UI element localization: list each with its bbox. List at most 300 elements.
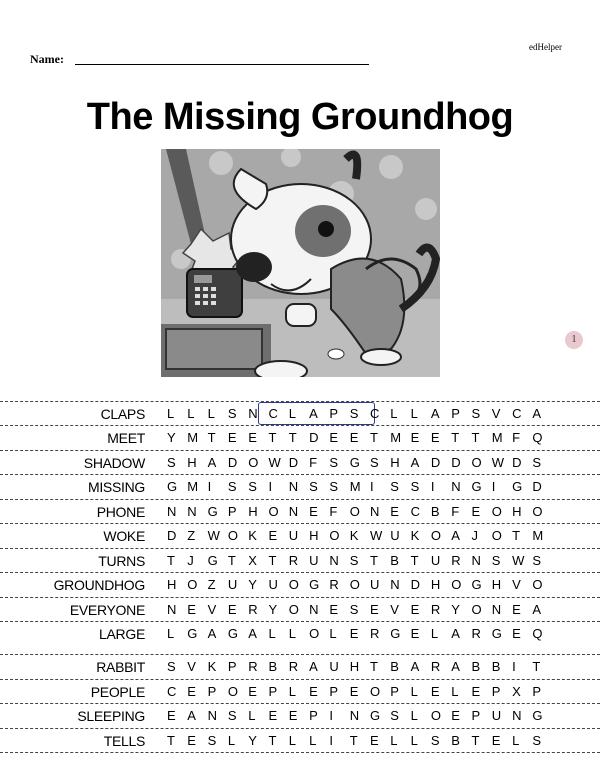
grid-letter[interactable]: T [167, 733, 175, 748]
grid-letter[interactable]: L [309, 733, 317, 748]
grid-letter[interactable]: L [390, 406, 398, 421]
grid-letter[interactable]: S [248, 479, 257, 494]
grid-letter[interactable]: A [187, 708, 196, 723]
grid-letter[interactable]: E [410, 626, 420, 641]
grid-letter[interactable]: W [491, 455, 505, 470]
puzzle-row [0, 703, 600, 728]
grid-letter[interactable]: W [268, 455, 281, 470]
grid-letter[interactable]: N [207, 708, 217, 723]
grid-letter[interactable]: T [268, 733, 277, 748]
grid-letter[interactable]: O [451, 577, 462, 592]
name-label: Name: [30, 52, 64, 66]
brand-label: edHelper [529, 42, 562, 52]
grid-letter[interactable]: N [471, 553, 481, 568]
grid-letter[interactable]: K [410, 528, 420, 543]
grid-letter[interactable]: S [430, 733, 440, 748]
grid-letter[interactable]: A [410, 455, 420, 470]
grid-letter[interactable]: N [512, 708, 522, 723]
grid-letter[interactable]: N [187, 504, 197, 519]
grid-letter[interactable]: L [167, 406, 175, 421]
grid-letter[interactable]: E [167, 708, 176, 723]
grid-letter[interactable]: C [268, 406, 278, 421]
grid-letter[interactable]: A [248, 626, 257, 641]
puzzle-word: RABBIT [96, 659, 145, 675]
grid-letter[interactable]: T [370, 659, 378, 674]
grid-letter[interactable]: L [512, 733, 520, 748]
grid-letter[interactable]: H [349, 659, 360, 674]
grid-letter[interactable]: G [349, 455, 360, 470]
puzzle-bottom-rule [0, 752, 600, 753]
grid-letter[interactable]: T [471, 430, 480, 445]
puzzle-word: SLEEPING [77, 708, 145, 724]
grid-letter[interactable]: S [491, 553, 501, 568]
grid-letter[interactable]: A [430, 406, 440, 421]
grid-letter[interactable]: Y [248, 733, 257, 748]
grid-letter[interactable]: N [491, 602, 502, 617]
grid-letter[interactable]: K [248, 528, 257, 543]
puzzle-word: MISSING [87, 479, 145, 495]
name-line[interactable] [75, 64, 369, 65]
grid-letter[interactable]: F [512, 430, 521, 445]
puzzle-row [0, 548, 600, 573]
grid-letter[interactable]: E [268, 528, 278, 543]
grid-letter[interactable]: B [451, 733, 460, 748]
grid-letter[interactable]: B [268, 659, 278, 674]
grid-letter[interactable]: T [370, 553, 378, 568]
grid-letter[interactable]: R [430, 659, 441, 674]
grid-letter[interactable]: N [349, 708, 360, 723]
grid-letter[interactable]: E [512, 602, 521, 617]
grid-letter[interactable]: E [309, 504, 318, 519]
grid-letter[interactable]: O [471, 455, 482, 470]
puzzle-row [0, 401, 600, 426]
grid-letter[interactable]: A [207, 455, 217, 470]
grid-letter[interactable]: E [309, 684, 318, 699]
grid-letter[interactable]: B [491, 659, 501, 674]
grid-letter[interactable]: R [248, 602, 258, 617]
grid-letter[interactable]: N [167, 504, 177, 519]
grid-letter[interactable]: P [329, 684, 339, 699]
grid-letter[interactable]: H [309, 528, 319, 543]
puzzle-word: CLAPS [100, 406, 145, 422]
grid-letter[interactable]: E [227, 430, 237, 445]
dog-phone-illustration-icon [161, 149, 440, 377]
grid-letter[interactable]: H [491, 577, 502, 592]
grid-letter[interactable]: R [248, 659, 258, 674]
puzzle-row [0, 597, 600, 622]
grid-letter[interactable]: N [390, 577, 400, 592]
grid-letter[interactable]: S [370, 455, 379, 470]
puzzle-word: LARGE [99, 626, 145, 642]
puzzle-word: PHONE [96, 504, 145, 520]
grid-letter[interactable]: I [430, 479, 435, 494]
grid-letter[interactable]: S [390, 708, 399, 723]
grid-letter[interactable]: A [451, 659, 460, 674]
grid-letter[interactable]: R [471, 626, 481, 641]
grid-letter[interactable]: C [512, 406, 522, 421]
grid-letter[interactable]: L [410, 708, 418, 723]
grid-letter[interactable]: G [491, 626, 502, 641]
grid-letter[interactable]: E [329, 602, 339, 617]
grid-letter[interactable]: T [471, 733, 480, 748]
grid-letter[interactable]: S [227, 406, 237, 421]
grid-letter[interactable]: L [410, 406, 418, 421]
grid-letter[interactable]: U [430, 553, 441, 568]
puzzle-row [0, 523, 600, 548]
grid-letter[interactable]: H [187, 455, 197, 470]
grid-letter[interactable]: O [471, 602, 482, 617]
grid-letter[interactable]: T [370, 430, 378, 445]
grid-letter[interactable]: G [390, 626, 401, 641]
grid-letter[interactable]: S [532, 553, 542, 568]
grid-letter[interactable]: S [227, 479, 237, 494]
grid-letter[interactable]: L [288, 626, 297, 641]
grid-letter[interactable]: E [288, 708, 298, 723]
puzzle-row [0, 728, 600, 753]
grid-letter[interactable]: Z [187, 528, 196, 543]
grid-letter[interactable]: F [309, 455, 318, 470]
grid-letter[interactable]: P [268, 684, 278, 699]
grid-letter[interactable]: O [370, 684, 381, 699]
grid-letter[interactable]: R [430, 602, 441, 617]
grid-letter[interactable]: O [532, 577, 543, 592]
grid-letter[interactable]: F [329, 504, 338, 519]
grid-letter[interactable]: P [491, 684, 501, 699]
grid-letter[interactable]: G [207, 504, 218, 519]
grid-letter[interactable]: S [532, 733, 542, 748]
grid-letter[interactable]: E [471, 684, 481, 699]
grid-letter[interactable]: E [430, 430, 440, 445]
grid-letter[interactable]: S [410, 479, 420, 494]
grid-letter[interactable]: I [512, 659, 516, 674]
grid-letter[interactable]: O [227, 528, 239, 543]
grid-letter[interactable]: G [512, 479, 523, 494]
grid-letter[interactable]: B [471, 659, 481, 674]
grid-letter[interactable]: B [390, 659, 399, 674]
puzzle-row [0, 621, 600, 646]
grid-letter[interactable]: E [471, 504, 481, 519]
grid-letter[interactable]: L [167, 626, 175, 641]
grid-letter[interactable]: V [491, 406, 501, 421]
grid-letter[interactable]: G [532, 708, 543, 723]
grid-letter[interactable]: O [268, 504, 279, 519]
puzzle-word: EVERYONE [69, 602, 145, 618]
puzzle-word: TELLS [103, 733, 145, 749]
grid-letter[interactable]: T [451, 430, 460, 445]
grid-letter[interactable]: I [491, 479, 496, 494]
grid-letter[interactable]: Z [207, 577, 216, 592]
grid-letter[interactable]: U [491, 708, 502, 723]
grid-letter[interactable]: E [349, 684, 359, 699]
page-number-badge: 1 [565, 331, 583, 349]
grid-letter[interactable]: D [532, 479, 542, 494]
grid-letter[interactable]: A [532, 602, 542, 617]
grid-letter[interactable]: S [329, 455, 339, 470]
grid-letter[interactable]: A [451, 528, 460, 543]
grid-letter[interactable]: E [227, 602, 237, 617]
grid-letter[interactable]: P [471, 708, 481, 723]
grid-letter[interactable]: L [227, 733, 236, 748]
grid-letter[interactable]: U [390, 528, 400, 543]
grid-letter[interactable]: G [227, 626, 239, 641]
grid-letter[interactable]: B [390, 553, 399, 568]
grid-letter[interactable]: O [288, 602, 299, 617]
grid-letter[interactable]: J [187, 553, 194, 568]
grid-letter[interactable]: A [410, 659, 420, 674]
grid-letter[interactable]: X [248, 553, 257, 568]
grid-letter[interactable]: T [268, 430, 277, 445]
grid-letter[interactable]: D [167, 528, 177, 543]
grid-letter[interactable]: T [532, 659, 541, 674]
page-title: The Missing Groundhog [86, 96, 514, 138]
grid-letter[interactable]: U [227, 577, 238, 592]
grid-letter[interactable]: T [268, 553, 277, 568]
grid-letter[interactable]: O [491, 528, 502, 543]
grid-letter[interactable]: Y [268, 602, 278, 617]
grid-letter[interactable]: T [167, 553, 175, 568]
grid-letter[interactable]: S [390, 479, 399, 494]
grid-letter[interactable]: X [512, 684, 521, 699]
grid-letter[interactable]: L [390, 733, 398, 748]
grid-letter[interactable]: A [309, 659, 318, 674]
grid-letter[interactable]: E [370, 733, 379, 748]
grid-letter[interactable]: L [410, 733, 418, 748]
grid-letter[interactable]: M [349, 479, 361, 494]
puzzle-word: SHADOW [83, 455, 145, 471]
grid-letter[interactable]: S [309, 479, 318, 494]
grid-letter[interactable]: E [248, 684, 257, 699]
grid-letter[interactable]: D [451, 455, 461, 470]
grid-letter[interactable]: P [532, 684, 542, 699]
grid-letter[interactable]: I [329, 733, 334, 748]
grid-letter[interactable]: L [187, 406, 195, 421]
grid-letter[interactable]: T [512, 528, 521, 543]
grid-letter[interactable]: V [207, 602, 217, 617]
grid-letter[interactable]: Y [167, 430, 176, 445]
puzzle-word: PEOPLE [90, 684, 145, 700]
grid-letter[interactable]: O [309, 626, 320, 641]
grid-letter[interactable]: R [288, 553, 299, 568]
grid-letter[interactable]: O [430, 708, 442, 723]
puzzle-row [0, 572, 600, 597]
grid-letter[interactable]: S [207, 733, 217, 748]
grid-letter[interactable]: Q [532, 626, 543, 641]
grid-letter[interactable]: V [187, 659, 196, 674]
grid-letter[interactable]: G [167, 479, 178, 494]
grid-letter[interactable]: C [370, 406, 380, 421]
grid-letter[interactable]: D [227, 455, 238, 470]
grid-letter[interactable]: J [471, 528, 478, 543]
puzzle-row [0, 654, 600, 679]
grid-letter[interactable]: E [349, 626, 359, 641]
grid-letter[interactable]: S [532, 455, 542, 470]
grid-letter[interactable]: N [248, 406, 258, 421]
grid-letter[interactable]: O [349, 504, 360, 519]
puzzle-row [0, 499, 600, 524]
grid-letter[interactable]: G [187, 626, 198, 641]
grid-letter[interactable]: E [187, 602, 196, 617]
grid-letter[interactable]: G [309, 577, 320, 592]
grid-letter[interactable]: D [512, 455, 522, 470]
grid-letter[interactable]: M [491, 430, 503, 445]
grid-letter[interactable]: T [227, 553, 236, 568]
grid-letter[interactable]: S [349, 406, 359, 421]
grid-letter[interactable]: O [227, 684, 239, 699]
grid-letter[interactable]: L [410, 684, 418, 699]
grid-letter[interactable]: U [268, 577, 278, 592]
grid-letter[interactable]: E [410, 430, 420, 445]
puzzle-row [0, 425, 600, 450]
grid-letter[interactable]: L [451, 684, 459, 699]
grid-letter[interactable]: E [410, 602, 420, 617]
grid-letter[interactable]: H [512, 504, 522, 519]
grid-letter[interactable]: N [329, 553, 339, 568]
grid-letter[interactable]: E [390, 504, 399, 519]
grid-letter[interactable]: E [329, 430, 339, 445]
grid-letter[interactable]: M [187, 479, 199, 494]
grid-letter[interactable]: R [288, 659, 299, 674]
grid-letter[interactable]: P [309, 708, 318, 723]
grid-letter[interactable]: L [430, 626, 439, 641]
grid-letter[interactable]: N [288, 504, 299, 519]
puzzle-row [0, 474, 600, 499]
grid-letter[interactable]: W [370, 528, 383, 543]
grid-letter[interactable]: G [207, 553, 218, 568]
grid-letter[interactable]: E [187, 684, 196, 699]
grid-letter[interactable]: H [430, 577, 441, 592]
grid-letter[interactable]: D [430, 455, 441, 470]
grid-letter[interactable]: T [349, 733, 358, 748]
grid-letter[interactable]: R [451, 553, 461, 568]
puzzle-row [0, 679, 600, 704]
grid-letter[interactable]: V [390, 602, 399, 617]
grid-letter[interactable]: G [471, 577, 482, 592]
grid-letter[interactable]: A [451, 626, 460, 641]
grid-letter[interactable]: W [207, 528, 220, 543]
puzzle-word: TURNS [98, 553, 145, 569]
grid-letter[interactable]: N [370, 504, 380, 519]
puzzle-word: GROUNDHOG [53, 577, 145, 593]
grid-letter[interactable]: P [227, 659, 237, 674]
grid-letter[interactable]: Y [451, 602, 460, 617]
grid-letter[interactable]: S [349, 553, 359, 568]
grid-letter[interactable]: U [329, 659, 339, 674]
grid-letter[interactable]: U [309, 553, 319, 568]
grid-letter[interactable]: E [430, 684, 440, 699]
grid-letter[interactable]: E [512, 626, 521, 641]
grid-letter[interactable]: E [491, 733, 501, 748]
grid-letter[interactable]: A [207, 626, 217, 641]
grid-letter[interactable]: G [471, 479, 482, 494]
grid-letter[interactable]: L [288, 684, 297, 699]
grid-letter[interactable]: L [268, 626, 276, 641]
grid-letter[interactable]: E [248, 430, 257, 445]
grid-letter[interactable]: E [451, 708, 460, 723]
grid-letter[interactable]: P [207, 684, 217, 699]
grid-letter[interactable]: S [227, 708, 237, 723]
grid-letter[interactable]: L [288, 733, 297, 748]
grid-letter[interactable]: S [329, 479, 339, 494]
grid-letter[interactable]: S [471, 406, 481, 421]
grid-letter[interactable]: L [248, 708, 256, 723]
grid-letter[interactable]: C [167, 684, 177, 699]
grid-letter[interactable]: P [329, 406, 339, 421]
grid-letter[interactable]: O [248, 455, 259, 470]
grid-letter[interactable]: H [248, 504, 258, 519]
grid-letter[interactable]: L [329, 626, 337, 641]
grid-letter[interactable]: M [390, 430, 402, 445]
grid-letter[interactable]: D [410, 577, 420, 592]
grid-letter[interactable]: S [167, 455, 176, 470]
grid-letter[interactable]: N [309, 602, 319, 617]
grid-letter[interactable]: H [390, 455, 400, 470]
grid-letter[interactable]: O [329, 528, 340, 543]
grid-letter[interactable]: M [187, 430, 199, 445]
grid-letter[interactable]: E [370, 602, 379, 617]
grid-letter[interactable]: N [288, 479, 299, 494]
grid-letter[interactable]: R [329, 577, 339, 592]
grid-letter[interactable]: O [349, 577, 360, 592]
grid-letter[interactable]: D [309, 430, 319, 445]
grid-letter[interactable]: F [451, 504, 460, 519]
grid-letter[interactable]: R [370, 626, 380, 641]
grid-letter[interactable]: B [430, 504, 440, 519]
puzzle-row [0, 450, 600, 475]
grid-letter[interactable]: T [288, 430, 297, 445]
grid-letter[interactable]: L [207, 406, 215, 421]
grid-letter[interactable]: M [532, 528, 544, 543]
grid-letter[interactable]: O [288, 577, 299, 592]
grid-letter[interactable]: O [491, 504, 502, 519]
grid-letter[interactable]: T [410, 553, 419, 568]
grid-letter[interactable]: N [167, 602, 177, 617]
grid-letter[interactable]: A [309, 406, 318, 421]
grid-letter[interactable]: P [390, 684, 399, 699]
grid-letter[interactable]: Y [248, 577, 257, 592]
grid-letter[interactable]: L [288, 406, 297, 421]
grid-letter[interactable]: H [167, 577, 177, 592]
grid-letter[interactable]: K [207, 659, 217, 674]
grid-letter[interactable]: T [207, 430, 216, 445]
grid-letter[interactable]: O [430, 528, 442, 543]
grid-letter[interactable]: S [167, 659, 176, 674]
grid-letter[interactable]: E [187, 733, 196, 748]
grid-letter[interactable]: O [532, 504, 543, 519]
grid-letter[interactable]: Q [532, 430, 543, 445]
grid-letter[interactable]: S [349, 602, 359, 617]
grid-letter[interactable]: U [370, 577, 380, 592]
grid-letter[interactable]: P [227, 504, 237, 519]
grid-letter[interactable]: U [288, 528, 299, 543]
grid-letter[interactable]: N [451, 479, 461, 494]
grid-letter[interactable]: A [532, 406, 542, 421]
grid-letter[interactable]: O [187, 577, 198, 592]
grid-letter[interactable]: V [512, 577, 521, 592]
grid-letter[interactable]: W [512, 553, 525, 568]
grid-letter[interactable]: I [207, 479, 212, 494]
puzzle-word: WOKE [103, 528, 145, 544]
grid-letter[interactable]: I [370, 479, 374, 494]
grid-letter[interactable]: E [349, 430, 359, 445]
grid-letter[interactable]: D [288, 455, 299, 470]
grid-letter[interactable]: I [268, 479, 273, 494]
grid-letter[interactable]: I [329, 708, 334, 723]
grid-letter[interactable]: G [370, 708, 381, 723]
grid-letter[interactable]: C [410, 504, 420, 519]
grid-letter[interactable]: K [349, 528, 359, 543]
grid-letter[interactable]: E [268, 708, 278, 723]
grid-letter[interactable]: P [451, 406, 460, 421]
